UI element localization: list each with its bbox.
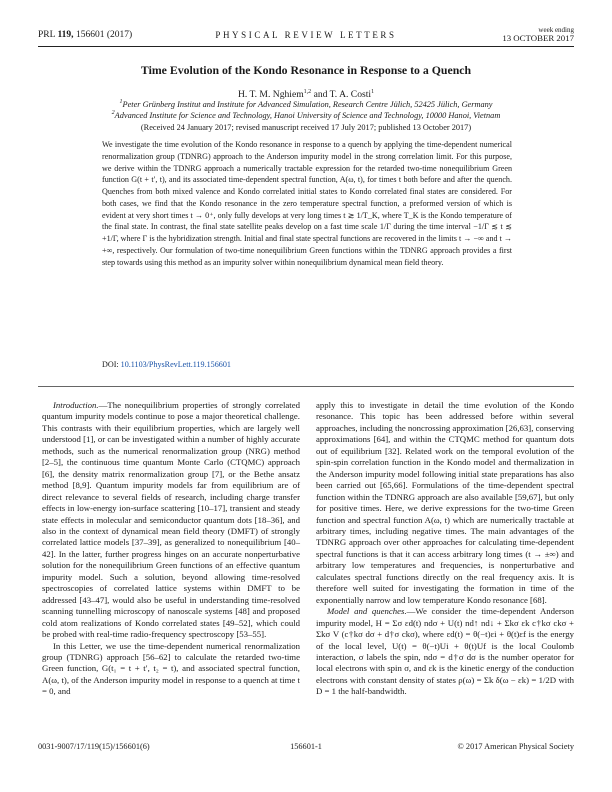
copyright: © 2017 American Physical Society [457,742,574,751]
paragraph-heading: Model and quenches. [327,606,407,617]
article-year: 156601 (2017) [75,30,133,40]
affiliation [38,99,574,110]
abstract: We investigate the time evolution of the Kondo resonance in response to a quench by applying the time-dependent numerical renormalization group (TDNRG) approach to the Anderson impurity model in the strong correlation limit. For this purpose, we derive within the TDNRG approach a numerically tractable expression for the retarded two-time nonequilibrium Green function G(t + t′, t), and its associated time-dependent spectral function, A(ω, t), for times t both before and after the quench. Quenches from both mixed valence and Kondo correlated initial states to Kondo correlated final states are considered. For both cases, we find that the Kondo resonance in the zero temperature spectral function, a preformed version of which is evident at very short times t → 0⁺, only fully develops at very long times t ≳ 1/T_K, where T_K is the Kondo temperature of the final state. In contrast, the final state satellite peaks develop on a fast time scale 1/Γ during the time interval −1/Γ ≲ t ≲ +1/Γ, where Γ is the hybridization strength. Initial and final state spectral functions are recovered in the limits t → −∞ and t → +∞, respectively. Our formulation of two-time nonequilibrium Green functions within the TDNRG approach provides a first step towards using this method as an impurity solver within nonequilibrium dynamical mean field theory. [102,140,512,267]
date: 13 OCTOBER 2017 [502,33,574,44]
issue-date [502,26,574,42]
paragraph: In this Letter, we use the time-dependent numerical renormalization group (TDNRG) approach [56–62] to calculate the retarded two-time Green function, G(t₁ = t + t′, t₂ = t), and associated spectral function, A(ω, t), of the Anderson impurity model in response to a quench at time t = 0, and [42,640,300,697]
paragraph-text: —We consider the time-dependent Anderson impurity model, H = Σσ εd(t) ndσ + U(t) nd↑ nd↓ + Σkσ εk c†kσ ckσ + Σkσ V (c†kσ dσ + d†σ ckσ), where εd(t) = θ(−t)εi + θ(t)εf is the energy of the local level, U(t) = θ(−t)Ui + θ(t)Uf is the local Coulomb interaction, σ labels the spin, ndσ = d†σ dσ is the number operator for local electrons with spin σ, and εk is the kinetic energy of the conduction electrons with constant density of states ρ(ω) = Σk δ(ω − εk) = 1/2D with D = 1 the half-bandwidth. [316,606,574,697]
author-affil-mark: 1,2 [303,89,312,95]
doi [102,360,231,369]
week-label: week ending [538,26,574,34]
journal-short: PRL [38,30,56,40]
affiliation-mark: 1 [119,99,123,105]
affiliations [38,99,574,121]
affiliation-mark: 2 [111,110,115,116]
author-affil-mark: 1 [371,89,375,95]
volume: 119, [57,30,74,40]
received-dates: (Received 24 January 2017; revised manuscript received 17 July 2017; published 13 October 2017) [140,122,472,132]
affiliation-text: Advanced Institute for Science and Technology, Hanoi University of Science and Technology, 10000 Hanoi, Vietnam [114,111,501,120]
section-divider [38,386,574,387]
footer-code: 0031-9007/17/119(15)/156601(6) [38,742,150,751]
author-name: H. T. M. Nghiem [237,89,304,100]
left-column [42,400,300,698]
paragraph-heading: Introduction. [53,400,99,410]
journal-name: PHYSICAL REVIEW LETTERS [215,30,397,40]
doi-link[interactable]: 10.1103/PhysRevLett.119.156601 [120,360,231,369]
paragraph-text: —The nonequilibrium properties of strongly correlated quantum impurity models continue to pose a major theoretical challenge. This contrasts with their equilibrium properties, which are largely well understood [1], or can be investigated within a number of highly accurate methods, such as the numerical renormalization group (NRG) method [2–5], the continuous time quantum Monte Carlo (CTQMC) approach [6], the density matrix renormalization group [7], or the Bethe ansatz method [8,9]. Quantum impurity models far from equilibrium are of direct relevance to several fields of research, including charge transfer effects in low-energy ion-surface scattering [10–17], transient and steady state effects in molecular and semiconductor quantum dots [18–36], and also in the context of dynamical mean field theory (DMFT) of strongly correlated lattice models [37–39], as generalized to nonequilibrium [40–42]. In the latter, further progress hinges on an accurate nonperturbative solution for the nonequilibrium Green functions of an effective quantum impurity model. Such a solution, beyond allowing time-resolved spectroscopies of correlated lattice systems within DMFT to be addressed [43–47], would also be useful in understanding time-resolved scanning tunnelling microscopy of nanoscale systems [48] and proposed cold atom realizations of Kondo correlated states [49–52], which could be probed with real-time radio-frequency spectroscopy [53–55]. [42,400,300,640]
page-number: 156601-1 [290,742,322,751]
doi-label: DOI: [102,360,121,369]
paragraph [42,400,300,641]
paragraph: apply this to investigate in detail the time evolution of the Kondo resonance. This topic has been addressed before within several approaches, including the noncrossing approximation [26,63], conserving approximations [64], and within the CTQMC method for quantum dots out of equilibrium [32]. Related work on the temporal evolution of the spin-spin correlation function in the Kondo model and thermalization in the Anderson impurity model following initial state preparations has also been carried out [65,66]. Formulations of the time-dependent spectral function within the TDNRG approach are also available [59,67], but only for positive times. Here, we derive expressions for the two-time Green function and spectral function A(ω, t) which are numerically tractable at arbitrary times, including negative times. The main advantages of the TDNRG approach over other approaches for calculating time-dependent spectral functions is that it can access arbitrary long times (t → ±∞) and arbitrary low temperatures and frequencies, is nonperturbative and calculates spectral functions directly on the real frequency axis. It is therefore well suited for investigating the formation in time of the exponentially narrow and low temperature Kondo resonance [68]. [316,400,574,605]
right-column [316,400,574,698]
author-name: T. A. Costi [329,89,372,100]
running-header [38,24,574,47]
paragraph [316,606,574,698]
paper-title: Time Evolution of the Kondo Resonance in Response to a Quench [140,63,472,77]
author-conjunction: and [311,89,330,100]
affiliation-text: Peter Grünberg Institut and Institute for Advanced Simulation, Research Centre Jülich, 52425 Jülich, Germany [122,100,493,109]
affiliation [38,110,574,121]
